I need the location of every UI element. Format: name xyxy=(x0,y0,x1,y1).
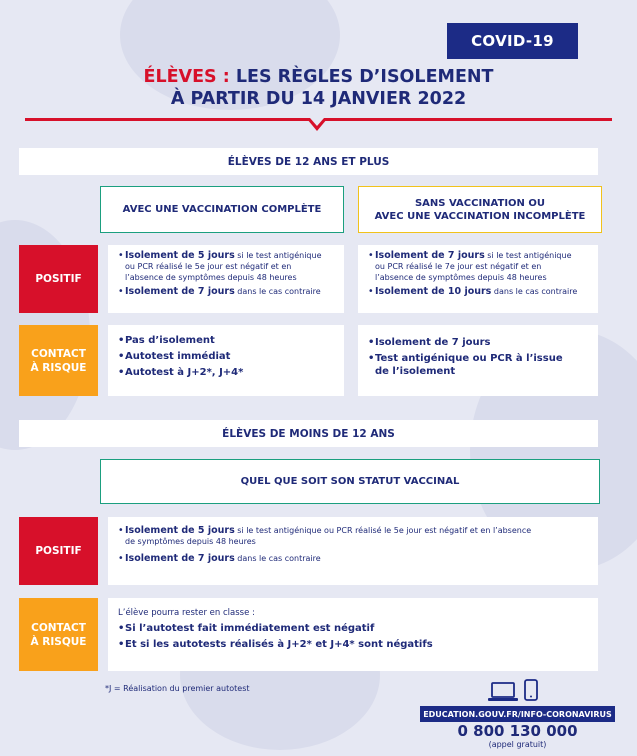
title-line1: LES RÈGLES D’ISOLEMENT xyxy=(229,67,494,87)
section-header-12-plus: ÉLÈVES DE 12 ANS ET PLUS xyxy=(19,148,598,175)
column-header-unvaccinated-line2: AVEC UNE VACCINATION INCOMPLÈTE xyxy=(374,210,586,222)
rule-item: • Isolement de 10 jours dans le cas contraire xyxy=(368,286,588,297)
laptop-icon xyxy=(488,682,518,702)
column-header-all-status: QUEL QUE SOIT SON STATUT VACCINAL xyxy=(100,459,600,504)
section-header-under-12: ÉLÈVES DE MOINS DE 12 ANS xyxy=(19,420,598,447)
vaccinated-contact-cell xyxy=(108,325,344,396)
rule-item: • Isolement de 7 jours xyxy=(368,336,588,349)
rule-item: • Test antigénique ou PCR à l’issue xyxy=(368,352,588,365)
under12-positif-cell xyxy=(108,517,598,585)
smartphone-icon xyxy=(524,679,538,701)
rule-item: • Isolement de 7 jours dans le cas contraire xyxy=(118,286,334,297)
unvaccinated-contact-cell xyxy=(358,325,598,396)
positif-label: POSITIF xyxy=(19,517,98,585)
rule-item-continuation: de l’isolement xyxy=(375,366,456,377)
rule-item: • Et si les autotests réalisés à J+2* et J+4* sont négatifs xyxy=(118,638,588,651)
divider-arrow-inner xyxy=(310,118,324,126)
covid-badge: COVID-19 xyxy=(447,23,578,59)
title-highlight: ÉLÈVES : xyxy=(143,67,230,87)
footnote: *J = Réalisation du premier autotest xyxy=(105,684,250,693)
rule-item: • Isolement de 7 jours si le test antigénique ou PCR réalisé le 7e jour est négatif et en l’absence de symptômes depuis 48 heures xyxy=(368,250,588,283)
under12-contact-cell xyxy=(108,598,598,671)
positif-label: POSITIF xyxy=(19,245,98,313)
column-header-vaccinated: AVEC UNE VACCINATION COMPLÈTE xyxy=(100,186,344,233)
unvaccinated-positif-cell xyxy=(358,245,598,313)
rule-item: • Autotest immédiat xyxy=(118,350,334,363)
title-line2: À PARTIR DU 14 JANVIER 2022 xyxy=(170,89,467,109)
page-title xyxy=(0,66,637,110)
rule-item: • Pas d’isolement xyxy=(118,334,334,347)
column-header-unvaccinated xyxy=(358,186,602,233)
contact-label: CONTACT À RISQUE xyxy=(19,325,98,396)
rule-item: • Isolement de 7 jours dans le cas contraire xyxy=(118,553,588,564)
phone-number: 0 800 130 000 xyxy=(457,722,578,740)
rule-item: • Isolement de 5 jours si le test antigénique ou PCR réalisé le 5e jour est négatif et en l’absence de symptômes depuis 48 heures xyxy=(118,250,334,283)
rule-item: • Si l’autotest fait immédiatement est négatif xyxy=(118,622,588,635)
contact-intro: L’élève pourra rester en classe : xyxy=(118,608,255,618)
column-header-unvaccinated-line1: SANS VACCINATION OU xyxy=(414,197,546,209)
rule-item: • Autotest à J+2*, J+4* xyxy=(118,366,334,379)
vaccinated-positif-cell xyxy=(108,245,344,313)
rule-item: • Isolement de 5 jours si le test antigénique ou PCR réalisé le 5e jour est négatif et en l’absence de symptômes depuis 48 heures xyxy=(118,525,588,547)
contact-label: CONTACT À RISQUE xyxy=(19,598,98,671)
info-url[interactable]: EDUCATION.GOUV.FR/INFO-CORONAVIRUS xyxy=(420,706,615,722)
phone-note: (appel gratuit) xyxy=(488,740,547,749)
